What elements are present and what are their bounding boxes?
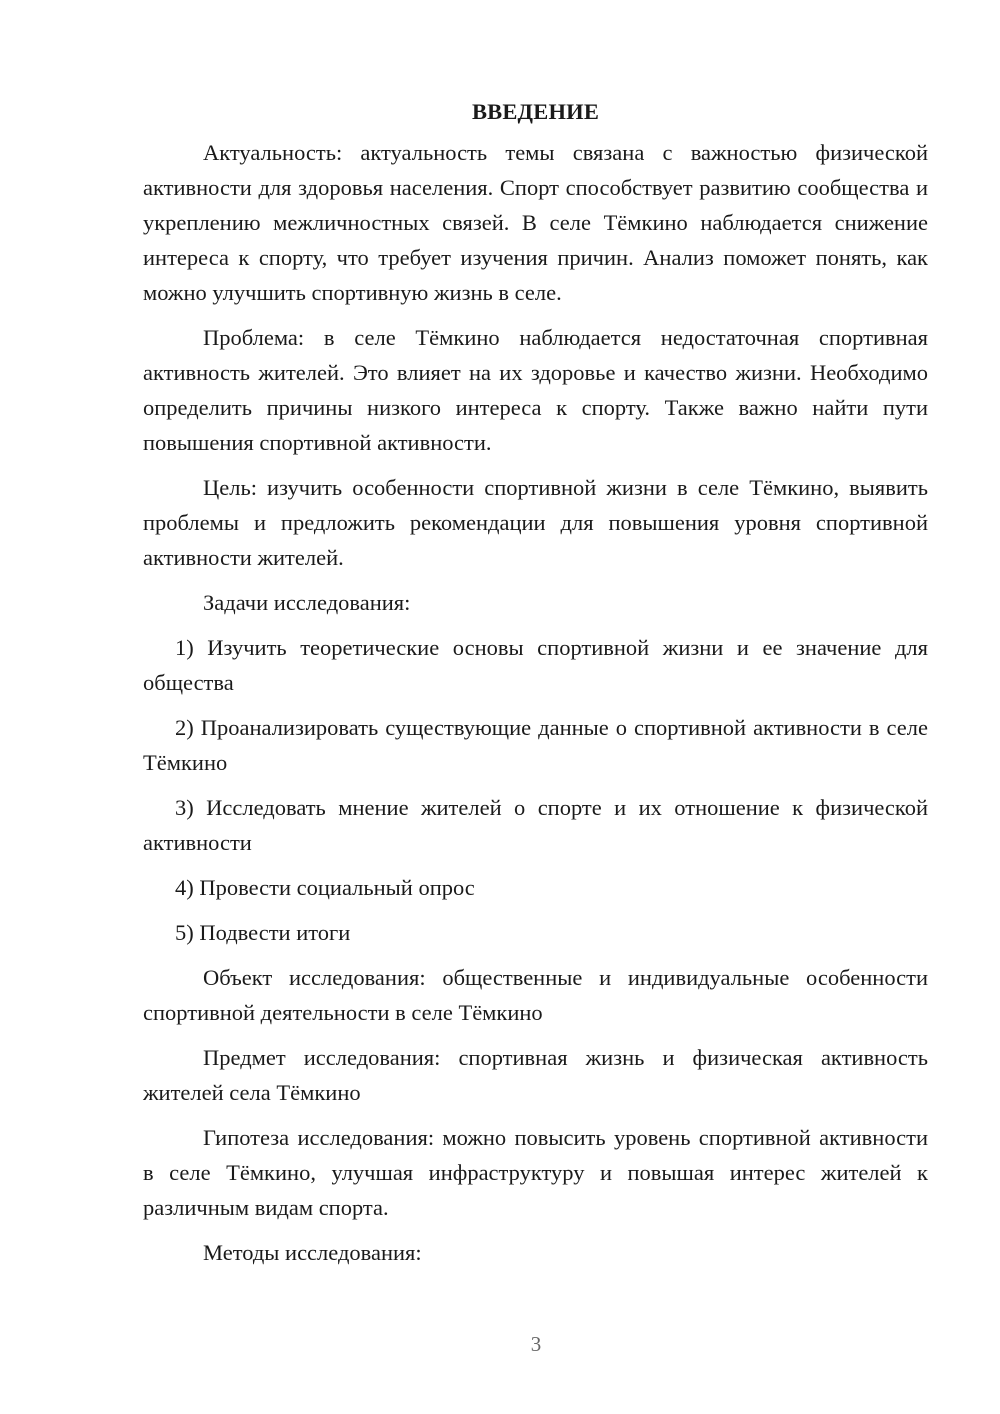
page-number: 3 bbox=[530, 1332, 542, 1356]
hypothesis-paragraph: Гипотеза исследования: можно повысить уровень спортивной активности в селе Тёмкино, улучшая инфраструктуру и повышая интерес жителей к различным видам спорта. bbox=[143, 1125, 928, 1220]
task-item-1: 1) Изучить теоретические основы спортивной жизни и ее значение для общества bbox=[143, 635, 928, 695]
subject-paragraph: Предмет исследования: спортивная жизнь и физическая активность жителей села Тёмкино bbox=[143, 1045, 928, 1105]
task-item-4: 4) Провести социальный опрос bbox=[175, 875, 475, 900]
document-page bbox=[143, 94, 928, 1280]
task-item-2: 2) Проанализировать существующие данные о спортивной активности в селе Тёмкино bbox=[143, 715, 928, 775]
section-heading: ВВЕДЕНИЕ bbox=[471, 99, 600, 124]
problem-paragraph: Проблема: в селе Тёмкино наблюдается недостаточная спортивная активность жителей. Это влияет на их здоровье и качество жизни. Необходимо определить причины низкого интереса к спорту. Также важно найти пути повышения спортивной активности. bbox=[143, 325, 928, 455]
object-paragraph: Объект исследования: общественные и индивидуальные особенности спортивной деятельности в селе Тёмкино bbox=[143, 965, 928, 1025]
methods-title: Методы исследования: bbox=[203, 1240, 422, 1265]
goal-paragraph: Цель: изучить особенности спортивной жизни в селе Тёмкино, выявить проблемы и предложить рекомендации для повышения уровня спортивной активности жителей. bbox=[143, 475, 928, 570]
tasks-title: Задачи исследования: bbox=[203, 590, 411, 615]
relevance-paragraph: Актуальность: актуальность темы связана с важностью физической активности для здоровья населения. Спорт способствует развитию сообщества и укреплению межличностных связей. В селе Тёмкино наблюдается снижение интереса к спорту, что требует изучения причин. Анализ поможет понять, как можно улучшить спортивную жизнь в селе. bbox=[143, 140, 928, 305]
task-item-3: 3) Исследовать мнение жителей о спорте и их отношение к физической активности bbox=[143, 795, 928, 855]
task-item-5: 5) Подвести итоги bbox=[175, 920, 351, 945]
